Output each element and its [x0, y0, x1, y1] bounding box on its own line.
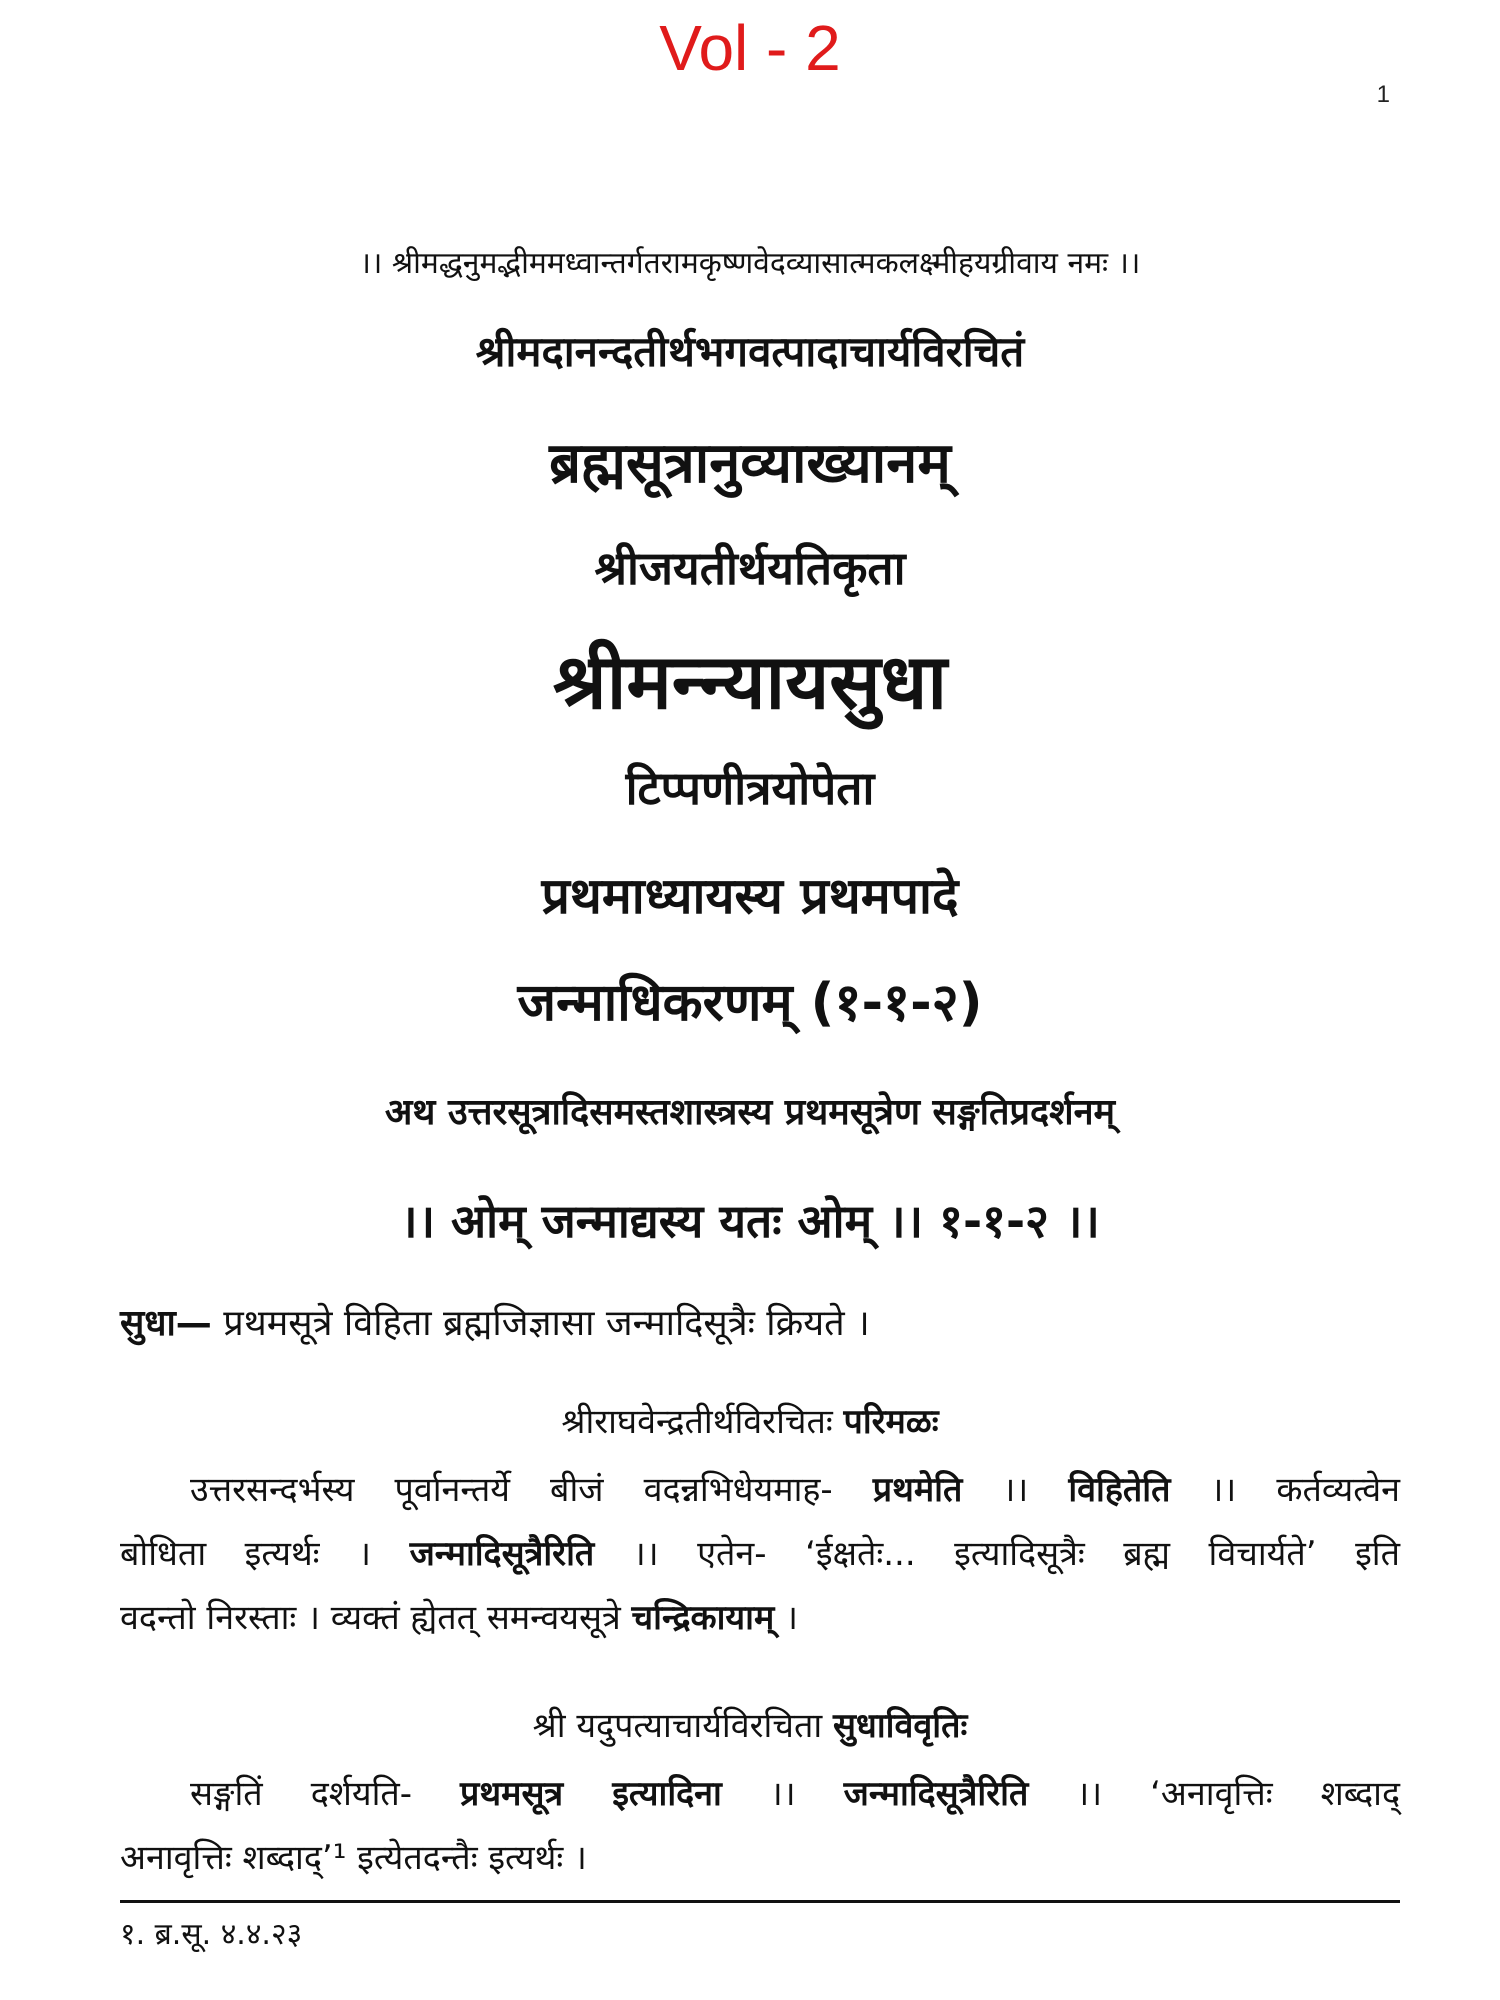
parimala-bold-term: प्रथमेति: [872, 1470, 963, 1510]
prasanga-heading: अथ उत्तरसूत्रादिसमस्तशास्त्रस्य प्रथमसूत्रेण सङ्गतिप्रदर्शनम्: [384, 1092, 1116, 1133]
vivrti-text-run: ।।: [721, 1774, 844, 1814]
vivrti-text-run: अनावृत्तिः शब्दाद्’¹ इत्येतदन्तैः इत्यर्थः ।: [120, 1838, 587, 1878]
vivrti-heading-author: श्री यदुपत्याचार्यविरचिता: [532, 1706, 823, 1746]
adhyaya-heading: प्रथमाध्यायस्य प्रथमपादे: [541, 867, 959, 925]
parimala-line: [120, 1458, 1400, 1522]
vivrti-text-run: ।। ‘अनावृत्तिः शब्दाद्: [1028, 1774, 1401, 1814]
invocation-line: ।। श्रीमद्धनुमद्भीममध्वान्तर्गतरामकृष्णवेदव्यासात्मकलक्ष्मीहयग्रीवाय नमः ।।: [359, 246, 1141, 281]
vivrti-line: [120, 1762, 1400, 1826]
sudha-paragraph: [120, 1296, 1420, 1352]
volume-label: Vol - 2: [659, 12, 841, 84]
sudha-text: प्रथमसूत्रे विहिता ब्रह्मजिज्ञासा जन्मादिसूत्रैः क्रियते ।: [223, 1303, 870, 1344]
parimala-body: [120, 1458, 1400, 1650]
parimala-text-run: वदन्तो निरस्ताः । व्यक्तं ह्येतत् समन्वयसूत्रे: [120, 1598, 632, 1638]
vivrti-body: [120, 1762, 1400, 1890]
parimala-text-run: ।: [774, 1598, 798, 1638]
footnote-divider: [120, 1900, 1400, 1903]
parimala-bold-term: जन्मादिसूत्रैरिति: [409, 1534, 595, 1574]
adhikarana-heading: जन्माधिकरणम् (१-१-२): [517, 973, 983, 1033]
parimala-line: [120, 1586, 1400, 1650]
parimala-text-run: उत्तरसन्दर्भस्य पूर्वानन्तर्ये बीजं वदन्नभिधेयमाह-: [190, 1470, 873, 1510]
sudha-label: सुधा—: [120, 1303, 212, 1344]
parimala-heading-title: परिमळः: [843, 1402, 939, 1442]
parimala-line: [120, 1522, 1400, 1586]
parimala-text-run: ।। एतेन- ‘ईक्षतेः... इत्यादिसूत्रैः ब्रह्म विचार्यते’ इति: [594, 1534, 1400, 1574]
parimala-text-run: ।। कर्तव्यत्वेन: [1170, 1470, 1401, 1510]
parimala-bold-term: चन्द्रिकायाम्: [631, 1598, 775, 1638]
parimala-text-run: ।।: [962, 1470, 1069, 1510]
parimala-heading: [0, 1396, 1500, 1448]
footnote: १. ब्र.सू. ४.४.२३: [120, 1917, 303, 1952]
vivrti-bold-term: प्रथमसूत्र इत्यादिना: [460, 1774, 722, 1814]
parimala-text-run: बोधिता इत्यर्थः ।: [120, 1534, 410, 1574]
vivrti-text-run: सङ्गतिं दर्शयति-: [190, 1774, 461, 1814]
commentator-line: श्रीजयतीर्थयतिकृता: [594, 541, 906, 595]
tippani-line: टिप्पणीत्रयोपेता: [625, 761, 875, 815]
vivrti-heading-title: सुधाविवृतिः: [832, 1706, 968, 1746]
parimala-bold-term: विहितेति: [1068, 1470, 1171, 1510]
vivrti-line: [120, 1826, 1400, 1890]
work-title: ब्रह्मसूत्रानुव्याख्यानम्: [549, 431, 951, 496]
vivrti-heading: [0, 1700, 1500, 1752]
author-line: श्रीमदानन्दतीर्थभगवत्पादाचार्यविरचितं: [475, 327, 1025, 376]
vivrti-bold-term: जन्मादिसूत्रैरिति: [843, 1774, 1029, 1814]
parimala-heading-author: श्रीराघवेन्द्रतीर्थविरचितः: [561, 1402, 833, 1442]
sutra-line: ।। ओम् जन्माद्यस्य यतः ओम् ।। १-१-२ ।।: [400, 1194, 1100, 1248]
main-title: श्रीमन्न्यायसुधा: [552, 637, 948, 726]
page-number: 1: [1376, 81, 1390, 108]
